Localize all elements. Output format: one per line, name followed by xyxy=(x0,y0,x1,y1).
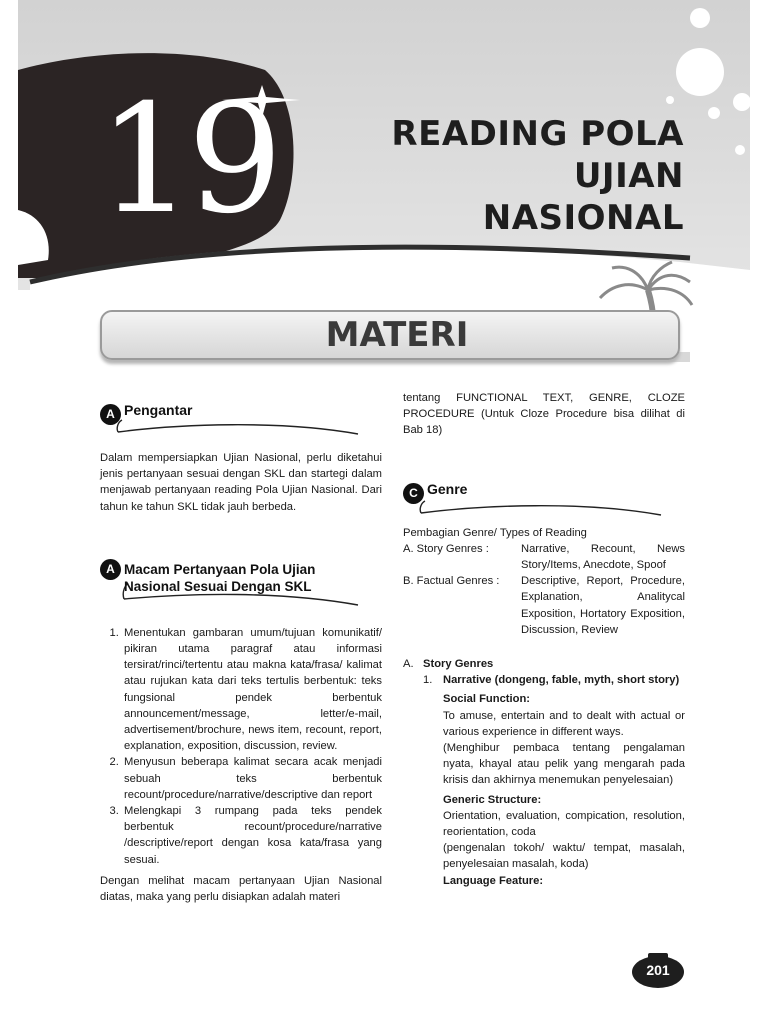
section-title-macam xyxy=(124,561,315,595)
list-item: 2. Menyusun beberapa kalimat secara acak menjadi sebuah teks berbentuk recount/procedure/narrative/descriptive dan report xyxy=(122,754,382,803)
generic-structure-en: Orientation, evaluation, compication, resolution, reorientation, coda xyxy=(443,809,685,839)
section-badge: C xyxy=(403,483,424,504)
chapter-title xyxy=(372,113,684,239)
narrative-item xyxy=(403,672,685,688)
section-title-genre: Genre xyxy=(427,480,468,497)
narrative-title: Narrative (dongeng, fable, myth, short story) xyxy=(443,674,680,687)
list-item: 1. Menentukan gambaran umum/tujuan komunikatif/ pikiran utama paragraf atau informasi tersirat/rinci/tertentu atau makna kata/frasa/ kalimat atau rujukan kata dari teks tertulis berbentuk: teks fungsional pendek berbentuk announcement/message, letter/e-mail, advertisement/brochure, news item, recount, report, explanation, exposition, discussion, review. xyxy=(122,625,382,755)
chapter-number: 19 xyxy=(98,73,277,247)
social-function-id: (Menghibur pembaca tentang pengalaman nyata, khayal atau pelik yang mengarah pada krisis dan akhirnya menemukan penyelesaian) xyxy=(443,742,685,787)
left-column xyxy=(100,390,382,905)
section-macam-heading xyxy=(100,553,382,611)
section-title-pengantar: Pengantar xyxy=(124,402,193,418)
list-item: 3. Melengkapi 3 rumpang pada teks pendek berbentuk recount/procedure/narrative /descriptive/report dengan kosa kata/frasa yang sesuai. xyxy=(122,803,382,868)
chapter-title-line-2: UJIAN NASIONAL xyxy=(482,156,684,238)
chapter-title-line-1: READING POLA xyxy=(391,114,684,154)
generic-structure-id: (pengenalan tokoh/ waktu/ tempat, masalah, penyelesaian masalah, koda) xyxy=(443,842,685,871)
social-function-en: To amuse, entertain and to dealt with actual or various experience in different ways. xyxy=(443,709,685,738)
closing-paragraph: Dengan melihat macam pertanyaan Ujian Nasional diatas, maka yang perlu disiapkan adalah materi xyxy=(100,874,382,904)
story-heading-title: Story Genres xyxy=(423,658,494,671)
continuation-paragraph: tentang FUNCTIONAL TEXT, GENRE, CLOZE PROCEDURE (Untuk Cloze Procedure bisa dilihat di Bab 18) xyxy=(403,392,685,437)
section-title-line-1: Macam Pertanyaan Pola Ujian xyxy=(124,561,316,577)
language-feature-label: Language Feature: xyxy=(443,874,544,887)
pengantar-paragraph: Dalam mempersiapkan Ujian Nasional, perlu diketahui jenis pertanyaan sesuai dengan SKL dan startegi dalam menjawab pertanyaan reading Pola Ujian Nasional. Dari tahun ke tahun SKL tidak jauh berbeda. xyxy=(100,452,382,513)
genre-label: A. Story Genres : xyxy=(403,542,489,555)
genre-row-factual xyxy=(403,573,685,638)
story-genres-heading xyxy=(403,656,685,672)
story-heading-prefix: A. xyxy=(403,658,414,671)
section-title-line-2: Nasional Sesuai Dengan SKL xyxy=(124,578,312,594)
page-number: 201 xyxy=(646,962,670,978)
section-genre-heading xyxy=(403,469,685,519)
narrative-prefix: 1. xyxy=(423,674,433,687)
section-badge: A xyxy=(100,404,121,425)
section-badge: A xyxy=(100,559,121,580)
page-number-badge xyxy=(630,950,686,990)
genre-label: B. Factual Genres : xyxy=(403,575,500,588)
genre-row-story xyxy=(403,541,685,573)
genre-value: Narrative, Recount, News Story/Items, Anecdote, Spoof xyxy=(521,542,685,572)
genre-intro: Pembagian Genre/ Types of Reading xyxy=(403,526,587,539)
materi-banner-label: MATERI xyxy=(325,315,469,355)
genre-value: Descriptive, Report, Procedure, Explanation, Analitycal Exposition, Hortatory Exposition, Discussion, Review xyxy=(521,575,685,636)
narrative-details xyxy=(403,691,685,888)
social-function-label: Social Function: xyxy=(443,693,531,706)
generic-structure-label: Generic Structure: xyxy=(443,793,542,806)
question-types-list xyxy=(100,625,382,868)
right-column xyxy=(403,390,685,889)
section-pengantar-heading xyxy=(100,390,382,440)
